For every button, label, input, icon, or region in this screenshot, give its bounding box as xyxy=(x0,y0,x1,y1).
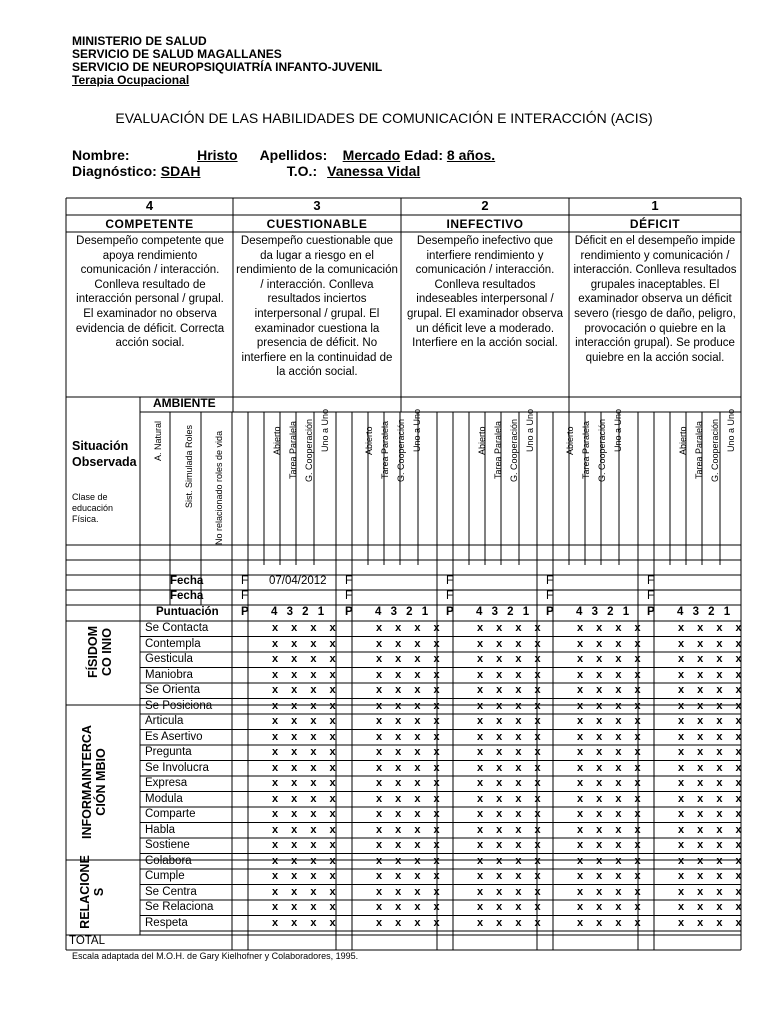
score-checkbox-group[interactable]: x x x x xyxy=(577,777,646,789)
score-checkbox-group[interactable]: x x x x xyxy=(678,839,747,851)
social-col-uno-a-uno: Uno a Uno xyxy=(525,408,535,452)
score-checkbox-group[interactable]: x x x x xyxy=(376,777,445,789)
social-col-uno-a-uno: Uno a Uno xyxy=(320,408,330,452)
p-marker: P xyxy=(446,606,454,618)
score-checkbox-group[interactable]: x x x x xyxy=(678,854,747,867)
to-label: T.O.: xyxy=(286,163,318,179)
score-checkbox-group[interactable]: x x x x xyxy=(376,637,445,650)
fecha-label-2: Fecha xyxy=(170,590,204,602)
item-label: Maniobra xyxy=(145,668,193,681)
social-col-tarea-paralela: Tarea Paralela xyxy=(288,420,298,479)
score-checkbox-group[interactable]: x x x x xyxy=(272,715,341,727)
score-checkbox-group[interactable]: x x x x xyxy=(376,684,445,696)
social-col-abierto: Abierto xyxy=(364,426,374,455)
section-fisico-label: FÍSIDOM CO INIO xyxy=(86,625,114,679)
score-checkbox-group[interactable]: x x x x xyxy=(272,668,341,681)
score-checkbox-group[interactable]: x x x x xyxy=(477,839,546,851)
score-checkbox-group[interactable]: x x x x xyxy=(272,777,341,789)
item-label: Sostiene xyxy=(145,839,190,851)
ambiente-simulada-col: Sist. Simulada Roles xyxy=(184,424,194,508)
score-checkbox-group[interactable]: x x x x xyxy=(477,823,546,836)
service-line: SERVICIO DE SALUD MAGALLANES xyxy=(72,47,282,61)
score-checkbox-group[interactable]: x x x x xyxy=(376,870,445,882)
score-checkbox-group[interactable]: x x x x xyxy=(477,746,546,758)
score-checkbox-group[interactable]: x x x x xyxy=(272,870,341,882)
p-marker: P xyxy=(241,606,249,618)
document-title: EVALUACIÓN DE LAS HABILIDADES DE COMUNICACIÓN E INTERACCIÓN (ACIS) xyxy=(115,110,653,126)
f-marker: F xyxy=(647,590,655,602)
score-checkbox-group[interactable]: x x x x xyxy=(477,730,546,743)
score-checkbox-group[interactable]: x x x x xyxy=(272,653,341,665)
total-label: TOTAL xyxy=(69,935,105,947)
score-checkbox-group[interactable]: x x x x xyxy=(272,730,341,743)
score-checkbox-group[interactable]: x x x x xyxy=(678,808,747,820)
item-label: Se Involucra xyxy=(145,761,209,774)
score-checkbox-group[interactable]: x x x x xyxy=(477,901,546,913)
score-checkbox-group[interactable]: x x x x xyxy=(477,715,546,727)
social-col-g-cooperacion: G. Cooperación xyxy=(509,418,519,482)
level-1-name: DÉFICIT xyxy=(629,217,681,231)
item-label: Cumple xyxy=(145,870,185,882)
f-marker: F xyxy=(241,590,249,602)
unit-line: Terapia Ocupacional xyxy=(72,73,190,87)
score-checkbox-group[interactable]: x x x x xyxy=(477,622,546,634)
score-checkbox-group[interactable]: x x x x xyxy=(477,870,546,882)
score-checkbox-group[interactable]: x x x x xyxy=(577,699,646,712)
score-scale: 4 3 2 1 xyxy=(476,606,533,618)
social-col-abierto: Abierto xyxy=(272,426,282,455)
score-checkbox-group[interactable]: x x x x xyxy=(477,637,546,650)
apellidos-label: Apellidos: xyxy=(259,147,328,163)
score-checkbox-group[interactable]: x x x x xyxy=(577,622,646,634)
p-marker: P xyxy=(345,606,353,618)
score-checkbox-group[interactable]: x x x x xyxy=(678,653,747,665)
social-col-g-cooperacion: G. Cooperación xyxy=(396,418,406,482)
social-col-g-cooperacion: G. Cooperación xyxy=(304,418,314,482)
f-marker: F xyxy=(345,590,353,602)
score-checkbox-group[interactable]: x x x x xyxy=(477,699,546,712)
score-checkbox-group[interactable]: x x x x xyxy=(577,653,646,665)
social-col-uno-a-uno: Uno a Uno xyxy=(613,408,623,452)
footer-note: Escala adaptada del M.O.H. de Gary Kielhofner y Colaboradores, 1995. xyxy=(72,951,359,961)
score-checkbox-group[interactable]: x x x x xyxy=(477,808,546,820)
item-label: Gesticula xyxy=(145,653,193,665)
score-checkbox-group[interactable]: x x x x xyxy=(272,746,341,758)
item-label: Habla xyxy=(145,823,176,836)
item-label: Se Contacta xyxy=(145,622,209,634)
score-checkbox-group[interactable]: x x x x xyxy=(376,885,445,898)
social-col-uno-a-uno: Uno a Uno xyxy=(726,408,736,452)
f-marker: F xyxy=(345,575,353,587)
ambiente-no-relacionado-col: No relacionado roles de vida xyxy=(214,430,224,545)
score-checkbox-group[interactable]: x x x x xyxy=(272,761,341,774)
social-col-tarea-paralela: Tarea Paralela xyxy=(694,420,704,479)
score-checkbox-group[interactable]: x x x x xyxy=(376,699,445,712)
ministry-line: MINISTERIO DE SALUD xyxy=(72,34,207,48)
score-checkbox-group[interactable]: x x x x xyxy=(376,792,445,805)
score-checkbox-group[interactable]: x x x x xyxy=(678,792,747,805)
diagnostico-label: Diagnóstico: xyxy=(72,163,157,179)
item-label: Se Posiciona xyxy=(145,699,213,712)
score-checkbox-group[interactable]: x x x x xyxy=(272,885,341,898)
section-relaciones-label: RELACIONE S xyxy=(78,855,106,929)
f-marker: F xyxy=(446,590,454,602)
score-checkbox-group[interactable]: x x x x xyxy=(678,668,747,681)
f-marker: F xyxy=(241,575,249,587)
item-label: Pregunta xyxy=(145,746,192,758)
score-checkbox-group[interactable]: x x x x xyxy=(376,808,445,820)
score-checkbox-group[interactable]: x x x x xyxy=(272,808,341,820)
score-checkbox-group[interactable]: x x x x xyxy=(272,854,341,867)
level-2-name: INEFECTIVO xyxy=(446,217,524,231)
f-marker: F xyxy=(546,590,554,602)
fecha-label-1: Fecha xyxy=(170,575,204,587)
score-checkbox-group[interactable]: x x x x xyxy=(678,730,747,743)
score-checkbox-group[interactable]: x x x x xyxy=(376,839,445,851)
score-checkbox-group[interactable]: x x x x xyxy=(477,668,546,681)
social-col-tarea-paralela: Tarea Paralela xyxy=(493,420,503,479)
score-checkbox-group[interactable]: x x x x xyxy=(477,885,546,898)
edad-value: 8 años. xyxy=(446,147,496,163)
score-checkbox-group[interactable]: x x x x xyxy=(678,684,747,696)
f-marker: F xyxy=(647,575,655,587)
level-3-name: CUESTIONABLE xyxy=(266,217,368,231)
score-checkbox-group[interactable]: x x x x xyxy=(376,653,445,665)
clase-label: Clase de educación Física. xyxy=(72,492,114,524)
score-checkbox-group[interactable]: x x x x xyxy=(376,622,445,634)
score-checkbox-group[interactable]: x x x x xyxy=(577,870,646,882)
score-checkbox-group[interactable]: x x x x xyxy=(272,839,341,851)
score-checkbox-group[interactable]: x x x x xyxy=(678,746,747,758)
diagnostico-value: SDAH xyxy=(160,163,201,179)
score-checkbox-group[interactable]: x x x x xyxy=(376,916,445,929)
item-label: Modula xyxy=(145,792,183,805)
social-col-tarea-paralela: Tarea Paralela xyxy=(581,420,591,479)
score-checkbox-group[interactable]: x x x x xyxy=(272,901,341,913)
score-checkbox-group[interactable]: x x x x xyxy=(376,854,445,867)
apellidos-value: Mercado xyxy=(342,147,401,163)
score-checkbox-group[interactable]: x x x x xyxy=(577,885,646,898)
score-checkbox-group[interactable]: x x x x xyxy=(678,901,747,913)
score-checkbox-group[interactable]: x x x x xyxy=(577,916,646,929)
score-scale: 4 3 2 1 xyxy=(677,606,734,618)
score-checkbox-group[interactable]: x x x x xyxy=(678,823,747,836)
score-checkbox-group[interactable]: x x x x xyxy=(376,730,445,743)
score-checkbox-group[interactable]: x x x x xyxy=(577,823,646,836)
ambiente-natural-col: A. Natural xyxy=(153,420,163,461)
score-checkbox-group[interactable]: x x x x xyxy=(678,885,747,898)
score-checkbox-group[interactable]: x x x x xyxy=(272,622,341,634)
score-checkbox-group[interactable]: x x x x xyxy=(477,653,546,665)
department-line: SERVICIO DE NEUROPSIQUIATRÍA INFANTO-JUVENIL xyxy=(72,60,383,74)
score-checkbox-group[interactable]: x x x x xyxy=(577,808,646,820)
score-checkbox-group[interactable]: x x x x xyxy=(678,870,747,882)
level-4-description: Desempeño competente que apoya rendimiento comunicación / interacción. Conlleva resultado de interacción personal / grupal. El examinador no observa evidencia de déficit. Correcta acción social. xyxy=(75,235,225,350)
score-checkbox-group[interactable]: x x x x xyxy=(376,901,445,913)
score-scale: 4 3 2 1 xyxy=(375,606,432,618)
p-marker: P xyxy=(546,606,554,618)
social-col-g-cooperacion: G. Cooperación xyxy=(710,418,720,482)
level-4-name: COMPETENTE xyxy=(105,217,194,231)
score-checkbox-group[interactable]: x x x x xyxy=(376,823,445,836)
social-col-g-cooperacion: G. Cooperación xyxy=(597,418,607,482)
level-1-description: Déficit en el desempeño impide rendimiento y comunicación / interacción. Conlleva resultados grupales inaceptables. El examinador observa un déficit severo (riesgo de daño, peligro, provocación o quiebre en la interacción grupal). Se produce quiebre en la acción social. xyxy=(573,235,737,364)
score-checkbox-group[interactable]: x x x x xyxy=(577,746,646,758)
score-checkbox-group[interactable]: x x x x xyxy=(577,637,646,650)
score-checkbox-group[interactable]: x x x x xyxy=(477,854,546,867)
level-2-number: 2 xyxy=(481,198,489,213)
item-label: Se Centra xyxy=(145,885,197,898)
score-checkbox-group[interactable]: x x x x xyxy=(272,699,341,712)
social-col-abierto: Abierto xyxy=(477,426,487,455)
score-checkbox-group[interactable]: x x x x xyxy=(376,715,445,727)
item-label: Colabora xyxy=(145,854,192,867)
score-checkbox-group[interactable]: x x x x xyxy=(577,792,646,805)
nombre-label: Nombre: xyxy=(72,147,130,163)
item-label: Respeta xyxy=(145,916,188,929)
score-checkbox-group[interactable]: x x x x xyxy=(272,792,341,805)
score-checkbox-group[interactable]: x x x x xyxy=(678,777,747,789)
score-checkbox-group[interactable]: x x x x xyxy=(272,916,341,929)
social-col-tarea-paralela: Tarea Paralela xyxy=(380,420,390,479)
score-checkbox-group[interactable]: x x x x xyxy=(577,668,646,681)
item-label: Se Relaciona xyxy=(145,901,214,913)
score-checkbox-group[interactable]: x x x x xyxy=(678,761,747,774)
level-3-number: 3 xyxy=(313,198,321,213)
item-label: Se Orienta xyxy=(145,684,200,696)
item-label: Articula xyxy=(145,715,184,727)
score-checkbox-group[interactable]: x x x x xyxy=(577,839,646,851)
item-label: Es Asertivo xyxy=(145,730,203,743)
score-checkbox-group[interactable]: x x x x xyxy=(477,684,546,696)
score-checkbox-group[interactable]: x x x x xyxy=(678,637,747,650)
item-label: Comparte xyxy=(145,808,196,820)
score-checkbox-group[interactable]: x x x x xyxy=(376,761,445,774)
score-scale: 4 3 2 1 xyxy=(576,606,633,618)
section-informacion-label: INFORMAINTERCA CIÓN MBIO xyxy=(80,725,108,839)
score-checkbox-group[interactable]: x x x x xyxy=(577,854,646,867)
f-marker: F xyxy=(546,575,554,587)
level-3-description: Desempeño cuestionable que da lugar a riesgo en el rendimiento de la comunicación / interacción. Conlleva resultados inciertos interpersonal / grupal. El examinador cuestiona la presencia de déficit. No interfiere en la continuidad de la acción social. xyxy=(236,235,398,379)
f-marker: F xyxy=(446,575,454,587)
score-checkbox-group[interactable]: x x x x xyxy=(272,823,341,836)
item-label: Expresa xyxy=(145,777,188,789)
social-col-abierto: Abierto xyxy=(678,426,688,455)
score-checkbox-group[interactable]: x x x x xyxy=(678,916,747,929)
score-checkbox-group[interactable]: x x x x xyxy=(678,715,747,727)
score-checkbox-group[interactable]: x x x x xyxy=(577,901,646,913)
score-checkbox-group[interactable]: x x x x xyxy=(577,715,646,727)
situacion-label: Situación Observada xyxy=(72,439,137,469)
score-checkbox-group[interactable]: x x x x xyxy=(477,916,546,929)
score-checkbox-group[interactable]: x x x x xyxy=(272,684,341,696)
to-value: Vanessa Vidal xyxy=(327,163,421,179)
score-scale: 4 3 2 1 xyxy=(271,606,328,618)
puntuacion-label: Puntuación xyxy=(156,606,219,618)
score-checkbox-group[interactable]: x x x x xyxy=(477,792,546,805)
score-checkbox-group[interactable]: x x x x xyxy=(577,730,646,743)
score-checkbox-group[interactable]: x x x x xyxy=(678,622,747,634)
p-marker: P xyxy=(647,606,655,618)
fecha-value: 07/04/2012 xyxy=(269,575,327,587)
social-col-abierto: Abierto xyxy=(565,426,575,455)
score-checkbox-group[interactable]: x x x x xyxy=(678,699,747,712)
nombre-value: Hristo xyxy=(197,147,238,163)
level-1-number: 1 xyxy=(651,198,659,213)
level-2-description: Desempeño inefectivo que interfiere rendimiento y comunicación / interacción. Conlleva resultados indeseables interpersonal / grupal. El examinador observa un déficit leve a moderado. Interfiere en la acción social. xyxy=(407,235,563,350)
score-checkbox-group[interactable]: x x x x xyxy=(272,637,341,650)
score-checkbox-group[interactable]: x x x x xyxy=(577,684,646,696)
edad-label: Edad: xyxy=(404,147,444,163)
level-4-number: 4 xyxy=(145,198,154,213)
item-label: Contempla xyxy=(145,637,201,650)
score-checkbox-group[interactable]: x x x x xyxy=(477,777,546,789)
ambiente-label: AMBIENTE xyxy=(153,396,216,410)
score-checkbox-group[interactable]: x x x x xyxy=(376,746,445,758)
score-checkbox-group[interactable]: x x x x xyxy=(577,761,646,774)
score-checkbox-group[interactable]: x x x x xyxy=(376,668,445,681)
score-checkbox-group[interactable]: x x x x xyxy=(477,761,546,774)
social-col-uno-a-uno: Uno a Uno xyxy=(412,408,422,452)
